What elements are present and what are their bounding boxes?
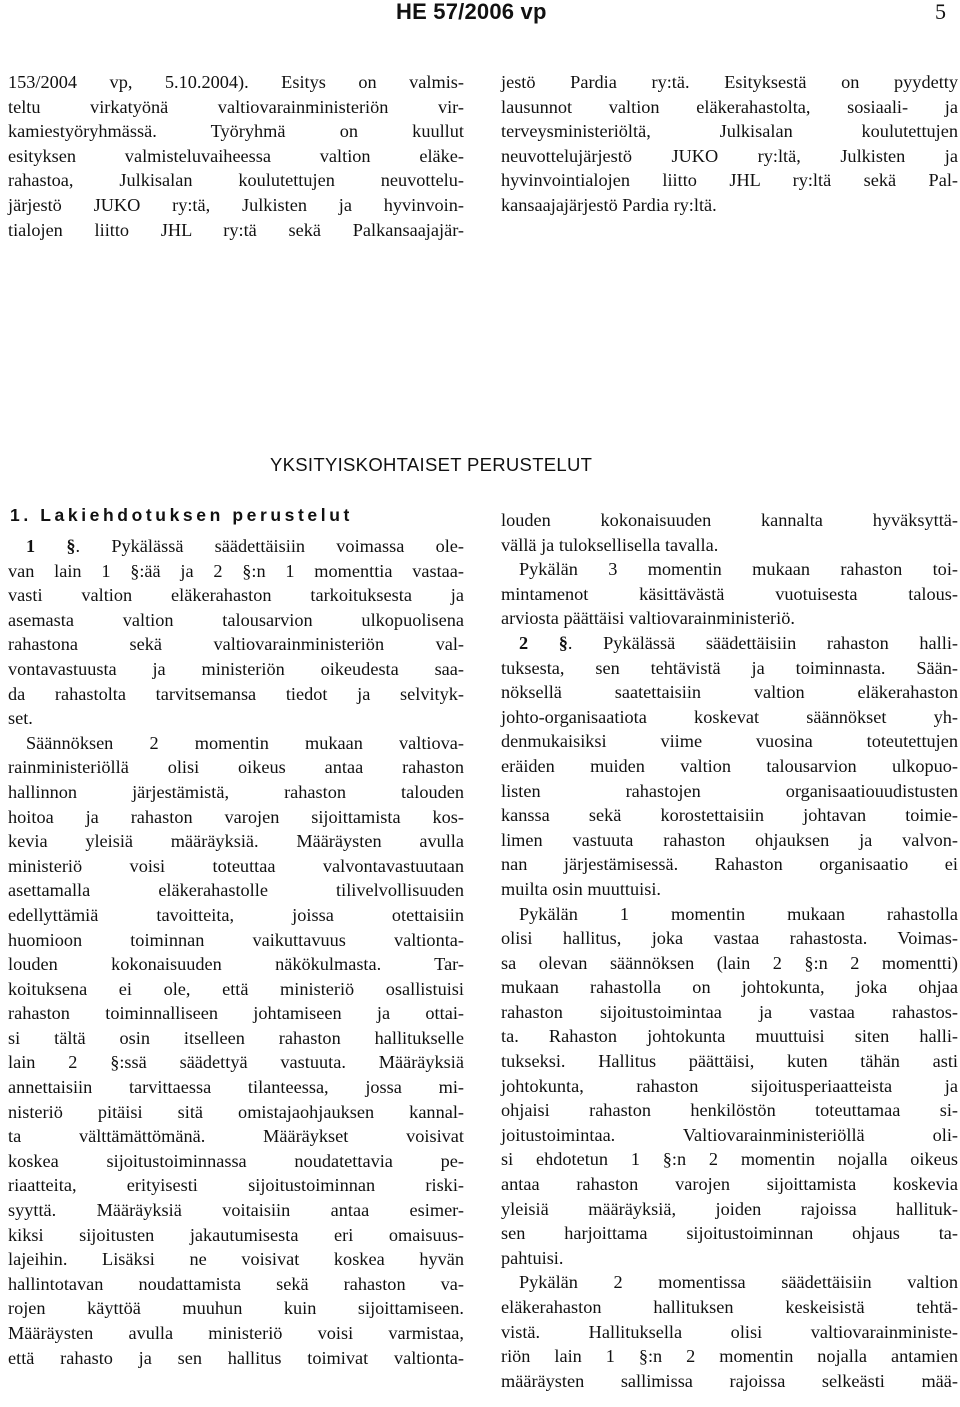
text-fragment: . Pykälässä säädettäisiin voimassa ole- (75, 536, 464, 556)
text-line: antaa rahaston varojen sijoittamista koskevia (501, 1174, 958, 1195)
text-line: listen rahastojen organisaatiouudistusten (501, 780, 958, 801)
top-left-column (8, 70, 464, 242)
text-line: 153/2004 vp, 5.10.2004). Esitys on valmis- (8, 72, 464, 92)
section-symbol: 1 § (26, 536, 76, 556)
text-line: yleisiä määräyksiä, joiden rajoissa hallituk- (501, 1198, 958, 1219)
text-line: ministeriö voisi toteuttaa valvontavastuutaan (8, 855, 464, 876)
text-line: pahtuisi. (501, 1247, 564, 1268)
text-line: lain 2 §:ssä säädettyä vastuuta. Määräyksiä (8, 1052, 464, 1073)
text-line: tialojen liitto JHL ry:tä sekä Palkansaajajär- (8, 219, 464, 240)
text-line: terveysministeriöltä, Julkisalan koulutettujen (501, 121, 958, 142)
text-line: arviosta päättäisi valtiovarainministeriö. (501, 608, 795, 629)
text-line: tuksesta, sen tehtävistä ja toiminnasta. Sään- (501, 657, 958, 678)
text-line: rahaston toiminnalliseen johtamiseen ja ottai- (8, 1003, 464, 1024)
bottom-left-lines (8, 559, 464, 1371)
text-line: muilta osin muuttuisi. (501, 878, 661, 899)
page-number: 5 (935, 0, 946, 24)
text-line: koituksena ei ole, että ministeriö osallistuisi (8, 978, 464, 999)
text-line: vistä. Hallituksella olisi valtiovarainministe- (501, 1321, 958, 1342)
text-line: eräiden muiden valtion talousarvion ulkopuo- (501, 755, 958, 776)
text-line: rahastona sekä valtiovarainministeriön val- (8, 634, 464, 655)
text-line: mintamenot käsittävästä vuotuisesta talous- (501, 583, 958, 604)
text-line: rainministeriöllä olisi oikeus antaa rahaston (8, 757, 464, 778)
subsection-heading: 1. Lakiehdotuksen perustelut (10, 505, 353, 525)
text-line: vontavastuusta ja ministeriön oikeudesta saa- (8, 658, 464, 679)
text-line: huomioon toiminnan vaikuttavuus valtionta- (8, 929, 464, 950)
bottom-right-column (501, 508, 958, 1393)
text-line: Pykälän 1 momentin mukaan rahastolla (519, 903, 958, 924)
text-line: riön lain 1 §:n 2 momentin nojalla antamien (501, 1346, 958, 1367)
text-line: asemasta valtion talousarvion ulkopuolisena (8, 609, 464, 630)
text-line: mukaan rahastolla on johtokunta, joka ohjaa (501, 977, 958, 998)
text-line: limen vastuuta rahaston ohjauksen ja valvon- (501, 829, 958, 850)
section-heading: YKSITYISKOHTAISET PERUSTELUT (270, 454, 593, 475)
bottom-right-lines-b (501, 656, 958, 1394)
text-line: kansaajajärjestö Pardia ry:ltä. (501, 194, 717, 215)
text-line: louden kokonaisuuden kannalta hyväksyttä- (501, 510, 958, 530)
text-line: että rahasto ja sen hallitus toimivat valtionta- (8, 1347, 464, 1368)
text-line: johtokunta, rahaston sijoitusperiaatteista ja (501, 1075, 958, 1096)
text-line: kanssa sekä korostettaisiin johtavan toimie- (501, 805, 958, 826)
section-symbol: 2 § (519, 632, 568, 653)
text-line: koskea sijoitustoiminnassa noudatettavia pe- (8, 1150, 464, 1171)
text-line: ohjaisi rahaston henkilöstön toteuttamaa si- (501, 1100, 958, 1121)
text-line: nisteriö pitäisi sitä omistajaohjauksen kannal- (8, 1101, 464, 1122)
text-line: lausunnot valtion eläkerahastolta, sosiaali- ja (501, 96, 958, 117)
text-line: kamiestyöryhmässä. Työryhmä on kuullut (8, 121, 464, 142)
text-line: denmukaisiksi viime vuosina toteutettujen (501, 731, 958, 752)
text-line: nan järjestämisessä. Rahaston organisaatio ei (501, 854, 958, 875)
text-line: lajeihin. Lisäksi ne voisivat koskea hyvän (8, 1249, 464, 1270)
text-line: ta välttämättömänä. Määräykset voisivat (8, 1126, 464, 1147)
text-line: kiksi sijoitusten jakautumisesta eri omaisuus- (8, 1224, 464, 1245)
document-id: HE 57/2006 vp (396, 0, 547, 24)
text-line: Pykälän 2 momentissa säädettäisiin valtion (519, 1272, 958, 1293)
text-line: jestö Pardia ry:tä. Esityksestä on pyydetty (501, 72, 958, 92)
text-line: johto-organisaatiota koskevat säännökset yh- (501, 706, 958, 727)
paragraph-start (8, 534, 464, 559)
text-line: da rahastolta tarvitsemansa tiedot ja selvityk- (8, 683, 464, 704)
text-line: van lain 1 §:ää ja 2 §:n 1 momenttia vastaa- (8, 560, 464, 581)
text-line: rojen käyttöä muuhun kuin sijoittamiseen. (8, 1298, 464, 1319)
top-right-column (501, 70, 958, 218)
page-header (0, 0, 960, 30)
text-line: hyvinvointialojen liitto JHL ry:ltä sekä Pal- (501, 170, 958, 191)
text-line: Pykälän 3 momentin mukaan rahaston toi- (519, 559, 958, 580)
text-line: teltu virkatyönä valtiovarainministeriön vir- (8, 96, 464, 117)
text-line: set. (8, 708, 33, 729)
bottom-left-column (8, 534, 464, 1370)
text-line: nöksellä saatettaisiin valtion eläkerahaston (501, 682, 958, 703)
text-line: järjestö JUKO ry:tä, Julkisten ja hyvinvoin- (8, 194, 464, 215)
text-line: hallinnon järjestämistä, rahaston talouden (8, 781, 464, 802)
text-line: si tältä osin itselleen rahaston hallitukselle (8, 1027, 464, 1048)
text-line: annettaisiin tarvittaessa tilanteessa, jossa mi- (8, 1077, 464, 1098)
text-line: eläkerahaston hallituksen keskeisistä tehtä- (501, 1297, 958, 1317)
text-line: edellyttämiä tavoitteita, joissa otettaisiin (8, 904, 464, 925)
text-line: vasti valtion eläkerahaston tarkoituksesta ja (8, 585, 464, 606)
text-line: Määräysten avulla ministeriö voisi varmistaa, (8, 1323, 464, 1343)
text-line: sen harjoittama sijoitustoiminnan ohjaus ta- (501, 1223, 958, 1244)
text-line: asettamalla eläkerahastolle tilivelvollisuuden (8, 880, 464, 901)
text-line: hoitoa ja rahaston varojen sijoittamista kos- (8, 806, 464, 827)
text-line: kevia yleisiä määräyksiä. Määräysten avulla (8, 831, 464, 852)
text-line: neuvottelujärjestö JUKO ry:ltä, Julkisten ja (501, 145, 958, 166)
text-line: rahastoa, Julkisalan koulutettujen neuvottelu- (8, 170, 464, 191)
text-line: hallintotavan noudattamista sekä rahaston va- (8, 1273, 464, 1294)
text-line: määräysten sallimissa rajoissa selkeästi mää- (501, 1370, 958, 1391)
text-line: joitustoimintaa. Valtiovarainministeriöllä oli- (501, 1124, 958, 1145)
text-line: ta. Rahaston johtokunta muuttuisi siten halli- (501, 1026, 958, 1047)
text-line: olisi hallitus, joka vastaa rahastosta. Voimas- (501, 928, 958, 949)
text-line: louden kokonaisuuden näkökulmasta. Tar- (8, 954, 464, 975)
text-line: riaatteita, erityisesti sijoitustoiminnan riski- (8, 1175, 464, 1196)
paragraph-start (501, 631, 958, 656)
text-line: si ehdotetun 1 §:n 2 momentin nojalla oikeus (501, 1149, 958, 1170)
text-line: esityksen valmisteluvaiheessa valtion eläke- (8, 145, 464, 166)
text-fragment: . Pykälässä säädettäisiin rahaston halli- (567, 632, 958, 653)
text-line: rahaston sijoitustoimintaa ja vastaa rahastos- (501, 1001, 958, 1022)
text-line: sa olevan säännöksen (lain 2 §:n 2 momentti) (501, 952, 958, 973)
bottom-right-lines-a (501, 508, 958, 631)
text-line: tukseksi. Hallitus päättäisi, kuten tähän asti (501, 1051, 958, 1072)
text-line: vällä ja tuloksellisella tavalla. (501, 534, 719, 555)
text-line: syyttä. Määräyksiä voitaisiin antaa esimer- (8, 1200, 464, 1221)
text-line: Säännöksen 2 momentin mukaan valtiova- (26, 732, 464, 753)
